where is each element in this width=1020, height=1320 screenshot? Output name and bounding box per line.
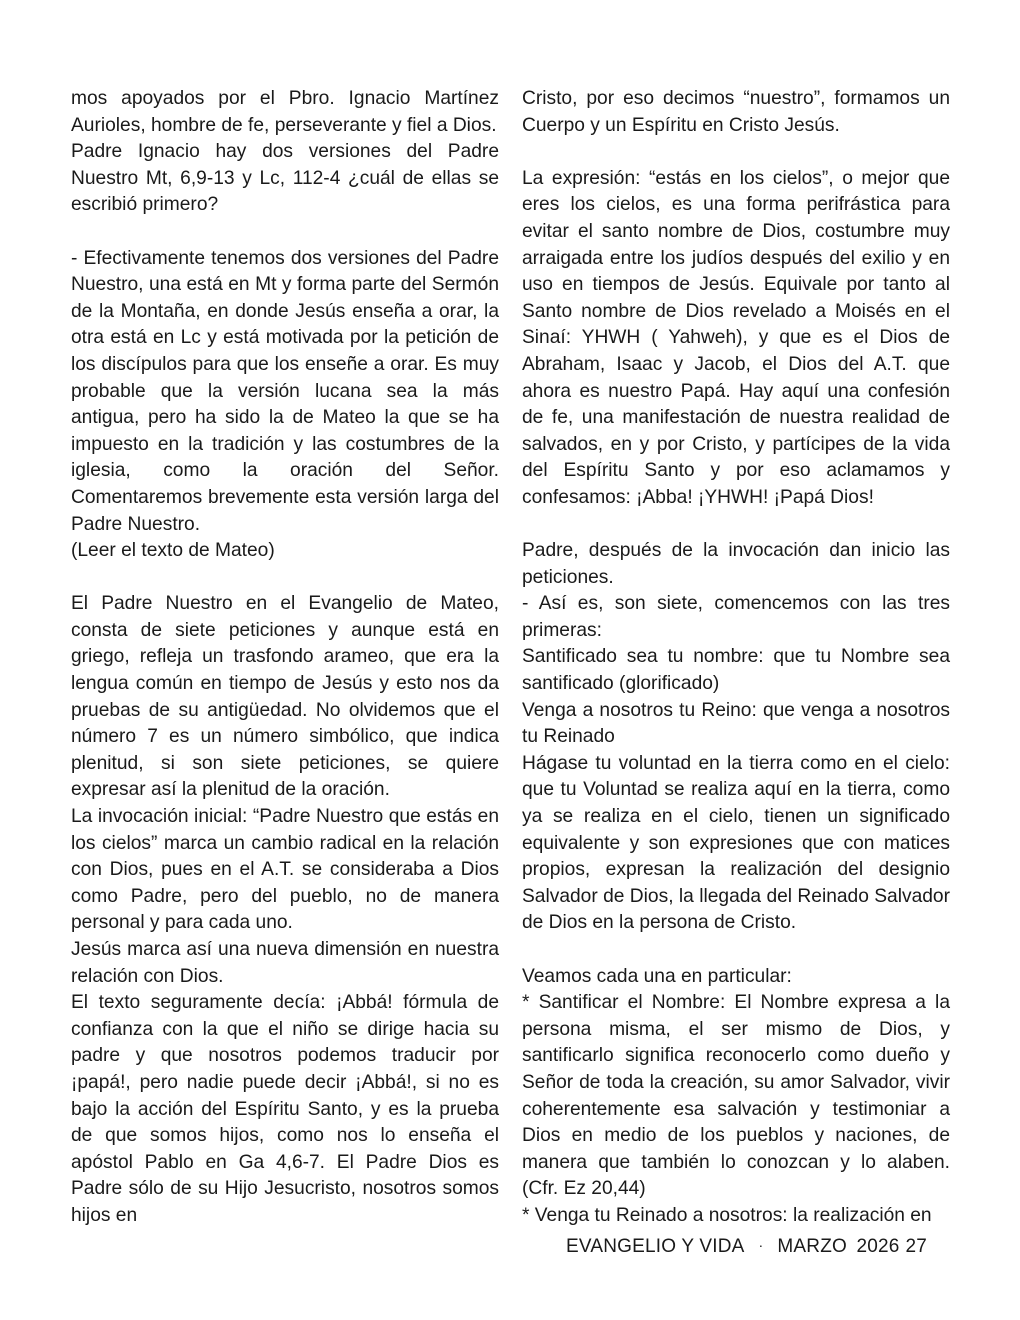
paragraph: Cristo, por eso decimos “nuestro”, formamos un Cuerpo y un Espíritu en Cristo Jesús. <box>522 88 950 136</box>
paragraph: - Así es, son siete, comencemos con las tres primeras: <box>522 593 950 641</box>
publication-name: EVANGELIO Y VIDA <box>566 1236 745 1257</box>
paragraph: Hágase tu voluntad en la tierra como en el cielo: que tu Voluntad se realiza aquí en la tierra, como ya se realiza en el cielo, tienen un significado equivalente y son expresiones que con matices propios, expresan la realización del designio Salvador de Dios, la llegada del Reinado Salvador de Dios en la persona de Cristo. <box>522 752 950 934</box>
paragraph-gap <box>522 512 950 539</box>
page-number: 27 <box>905 1236 928 1257</box>
right-text-column <box>522 86 950 1230</box>
paragraph: Santificado sea tu nombre: que tu Nombre sea santificado (glorificado) <box>522 646 950 695</box>
footer-separator: · <box>758 1237 764 1253</box>
paragraph: Veamos cada una en particular: <box>522 965 792 987</box>
paragraph: La invocación inicial: “Padre Nuestro que estás en los cielos” marca un cambio radical en la relación con Dios, pues en el A.T. se consideraba a Dios como Padre, pero del pueblo, no de manera personal y para cada uno. <box>71 806 499 934</box>
paragraph: Padre, después de la invocación dan inicio las peticiones. <box>522 540 950 588</box>
paragraph-gap <box>71 565 499 592</box>
paragraph-gap <box>522 139 950 166</box>
paragraph: Jesús marca así una nueva dimensión en nuestra relación con Dios. <box>71 939 499 987</box>
issue-date: MARZO 2026 <box>777 1236 900 1257</box>
paragraph: El Padre Nuestro en el Evangelio de Mateo, consta de siete peticiones y aunque está en griego, refleja un trasfondo arameo, que era la lengua común en tiempo de Jesús y esto nos da pruebas de su antigüedad. No olvidemos que el número 7 es un número simbólico, que indica plenitud, si son siete peticiones, se quiere expresar así la plenitud de la oración. <box>71 593 499 801</box>
paragraph: (Leer el texto de Mateo) <box>71 540 275 562</box>
paragraph: Venga a nosotros tu Reino: que venga a nosotros tu Reinado <box>522 699 950 748</box>
paragraph: La expresión: “estás en los cielos”, o mejor que eres los cielos, es una forma perifrástica para evitar el santo nombre de Dios, costumbre muy arraigada entre los judíos después del exilio y en uso en tiempos de Jesús. Equivale por tanto al Santo nombre de Dios revelado a Moisés en el Sinaí: YHWH ( Yahweh), y que es el Dios de Abraham, Isaac y Jacob, el Dios del A.T. que ahora es nuestro Papá. Hay aquí una confesión de fe, una manifestación de nuestra realidad de salvados, en y por Cristo, y partícipes de la vida del Espíritu Santo y por eso aclamamos y confesamos: ¡Abba! ¡YHWH! ¡Papá Dios! <box>522 167 950 508</box>
page-footer <box>566 1236 952 1258</box>
left-text-column <box>71 86 499 1230</box>
paragraph: * Venga tu Reinado a nosotros: la realización en <box>522 1204 932 1226</box>
paragraph: Padre Ignacio hay dos versiones del Padre Nuestro Mt, 6,9-13 y Lc, 112-4 ¿cuál de ellas se escribió primero? <box>71 141 499 216</box>
paragraph: - Efectivamente tenemos dos versiones del Padre Nuestro, una está en Mt y forma parte del Sermón de la Montaña, en donde Jesús enseña a orar, la otra está en Lc y está motivada por la petición de los discípulos para que los enseñe a orar. Es muy probable que la versión lucana sea la más antigua, pero ha sido la de Mateo la que se ha impuesto en la tradición y las costumbres de la iglesia, como la oración del Señor. Comentaremos brevemente esta versión larga del Padre Nuestro. <box>71 247 499 535</box>
paragraph: mos apoyados por el Pbro. Ignacio Martínez Aurioles, hombre de fe, perseverante y fiel a Dios. <box>71 88 499 136</box>
paragraph-gap <box>71 219 499 246</box>
paragraph: * Santificar el Nombre: El Nombre expresa a la persona misma, el ser mismo de Dios, y santificarlo significa reconocerlo como dueño y Señor de toda la creación, su amor Salvador, vivir coherentemente esa salvación y testimoniar a Dios en medio de los pueblos y naciones, de manera que también lo conozcan y lo alaben. (Cfr. Ez 20,44) <box>522 992 950 1200</box>
paragraph-gap <box>522 937 950 964</box>
paragraph: El texto seguramente decía: ¡Abbá! fórmula de confianza con la que el niño se dirige hacia su padre y que nosotros podemos traducir por ¡papá!, pero nadie puede decir ¡Abbá!, si no es bajo la acción del Espíritu Santo, y es la prueba de que somos hijos, como nos lo enseña el apóstol Pablo en Ga 4,6-7. El Padre Dios es Padre sólo de su Hijo Jesucristo, nosotros somos hijos en <box>71 992 499 1226</box>
